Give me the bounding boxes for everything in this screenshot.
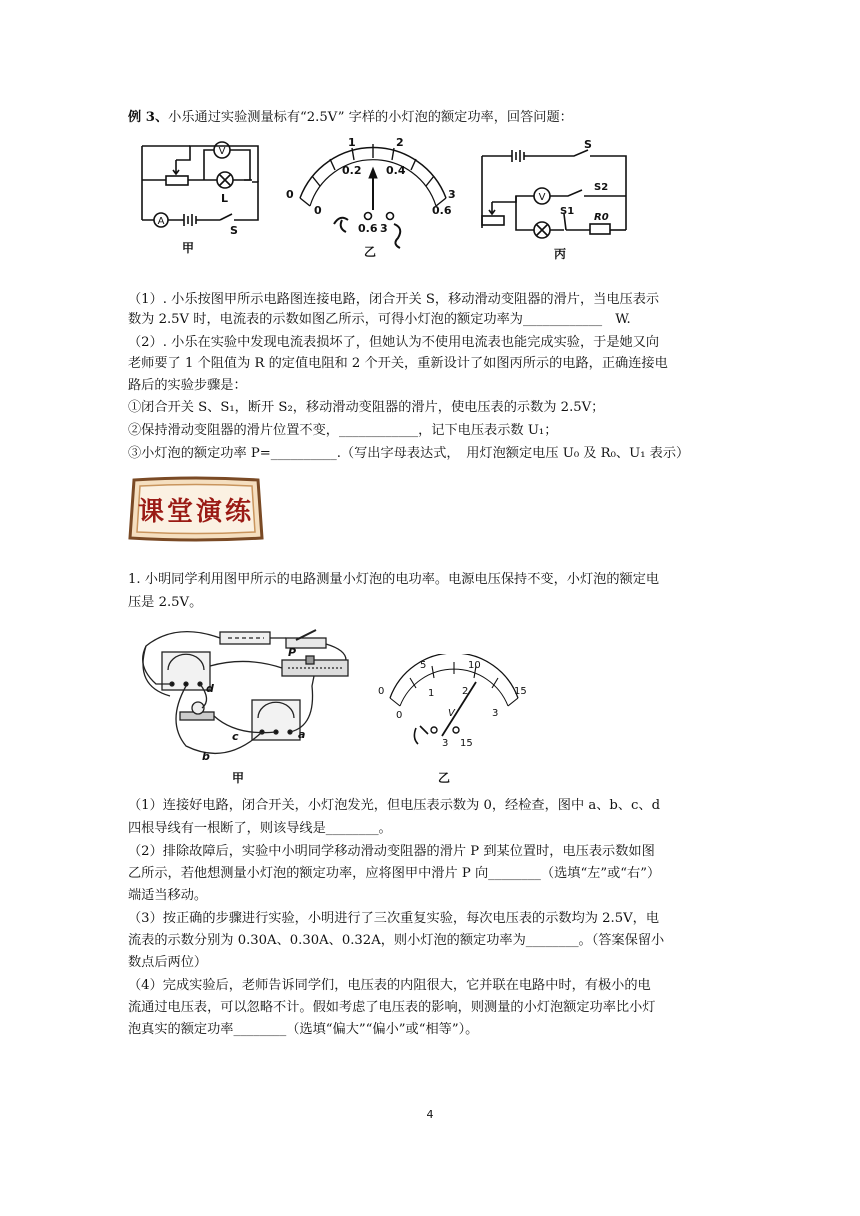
svg-text:乙: 乙 [438, 771, 451, 785]
svg-text:V: V [218, 146, 226, 157]
exercise1-q3-cont: 流表的示数分别为 0.30A、0.30A、0.32A，则小灯泡的额定功率为________。（答案保留小 [128, 933, 665, 948]
svg-text:S1: S1 [560, 206, 575, 217]
svg-text:b: b [202, 750, 210, 763]
svg-text:3: 3 [492, 708, 499, 719]
svg-text:0: 0 [314, 204, 322, 217]
svg-text:0.6: 0.6 [432, 204, 452, 217]
svg-text:0: 0 [286, 188, 294, 201]
example3-title-text: 小乐通过实验测量标有“2.5V” 字样的小灯泡的额定功率，回答问题： [168, 110, 573, 125]
svg-text:S: S [584, 138, 592, 151]
svg-text:2: 2 [396, 136, 404, 149]
svg-text:0.6: 0.6 [358, 222, 378, 235]
svg-text:15: 15 [460, 738, 473, 749]
exercise1-q3: （3）按正确的步骤进行实验，小明进行了三次重复实验，每次电压表的示数均为 2.5V，电 [128, 911, 660, 926]
svg-text:d: d [206, 682, 214, 695]
svg-text:S: S [230, 224, 238, 237]
svg-text:R0: R0 [594, 212, 609, 223]
example3-q1-cont: 数为 2.5V 时，电流表的示数如图乙所示，可得小灯泡的额定功率为____________ W. [128, 312, 631, 327]
example3-step1: ①闭合开关 S、S₁，断开 S₂，移动滑动变阻器的滑片，使电压表的示数为 2.5V； [128, 400, 605, 415]
circuit-diagram-jia [132, 134, 272, 262]
exercise1-q2: （2）排除故障后，实验中小明同学移动滑动变阻器的滑片 P 到某位置时，电压表示数如图 [128, 844, 655, 859]
exercise1-intro: 1. 小明同学利用图甲所示的电路测量小灯泡的电功率。电源电压保持不变，小灯泡的额定电 [128, 572, 660, 587]
example3-q1: （1）. 小乐按图甲所示电路图连接电路，闭合开关 S，移动滑动变阻器的滑片，当电压表示 [128, 292, 660, 307]
dial-ticks [390, 662, 518, 706]
example3-q2-cont: 老师要了 1 个阻值为 R 的定值电阻和 2 个开关，重新设计了如图丙所示的电路，正确连接电 [128, 356, 668, 371]
svg-text:L: L [221, 192, 229, 205]
section-banner [128, 476, 264, 542]
example3-q2: （2）. 小乐在实验中发现电流表损坏了，但她认为不使用电流表也能完成实验，于是她又向 [128, 335, 660, 350]
page-number: 4 [426, 1108, 434, 1121]
svg-text:V: V [448, 708, 455, 719]
svg-text:0: 0 [396, 710, 403, 721]
svg-text:P: P [288, 646, 297, 659]
svg-text:a: a [298, 728, 306, 741]
svg-text:2: 2 [462, 686, 469, 697]
exercise1-q4: （4）完成实验后，老师告诉同学们，电压表的内阻很大，它并联在电路中时，有极小的电 [128, 978, 651, 993]
exercise1-q3-cont2: 数点后两位） [128, 955, 208, 970]
exercise1-q2-cont2: 端适当移动。 [128, 888, 208, 903]
svg-text:S2: S2 [594, 182, 609, 193]
physical-circuit-jia [136, 626, 366, 786]
svg-text:丙: 丙 [554, 247, 567, 261]
svg-text:5: 5 [420, 660, 427, 671]
example3-step2: ②保持滑动变阻器的滑片位置不变，____________，记下电压表示数 U₁； [128, 423, 558, 438]
exercise1-q4-cont: 流通过电压表，可以忽略不计。假如考虑了电压表的影响，则测量的小灯泡额定功率比小灯 [128, 1000, 656, 1015]
example3-step3: ③小灯泡的额定功率 P=__________.（写出字母表达式， 用灯泡额定电压 U₀ 及 R₀、U₁ 表示） [128, 446, 690, 461]
example3-q2-cont2: 路后的实验步骤是： [128, 378, 247, 393]
svg-text:15: 15 [514, 686, 527, 697]
svg-text:1: 1 [428, 688, 435, 699]
svg-text:1: 1 [348, 136, 356, 149]
exercise1-q1-cont: 四根导线有一根断了，则该导线是________。 [128, 821, 392, 836]
svg-text:A: A [157, 216, 165, 227]
exercise1-q4-cont2: 泡真实的额定功率________（选填“偏大”“偏小”或“相等”）。 [128, 1022, 479, 1037]
ammeter-dial-yi [282, 132, 462, 264]
svg-text:V: V [538, 192, 546, 203]
svg-text:c: c [232, 730, 239, 743]
svg-text:3: 3 [448, 188, 456, 201]
svg-text:0.4: 0.4 [386, 164, 406, 177]
svg-text:3: 3 [380, 222, 388, 235]
svg-text:10: 10 [468, 660, 481, 671]
voltmeter-dial-yi [376, 654, 532, 786]
svg-text:0.2: 0.2 [342, 164, 362, 177]
exercise1-q2-cont: 乙所示，若他想测量小灯泡的额定功率，应将图甲中滑片 P 向________（选填“左”或“右”） [128, 866, 661, 881]
svg-text:乙: 乙 [364, 245, 377, 259]
exercise1-intro-cont: 压是 2.5V。 [128, 595, 203, 610]
example3-label: 例 3、 [128, 110, 169, 125]
svg-text:3: 3 [442, 738, 449, 749]
example3-title [128, 108, 738, 128]
section-banner-title: 课堂演练 [137, 496, 254, 527]
exercise1-q1: （1）连接好电路，闭合开关，小灯泡发光，但电压表示数为 0，经检查，图中 a、b、c、d [128, 798, 661, 813]
svg-text:甲: 甲 [182, 241, 195, 255]
circuit-diagram-bing [476, 134, 636, 266]
svg-text:0: 0 [378, 686, 385, 697]
svg-text:甲: 甲 [232, 771, 245, 785]
